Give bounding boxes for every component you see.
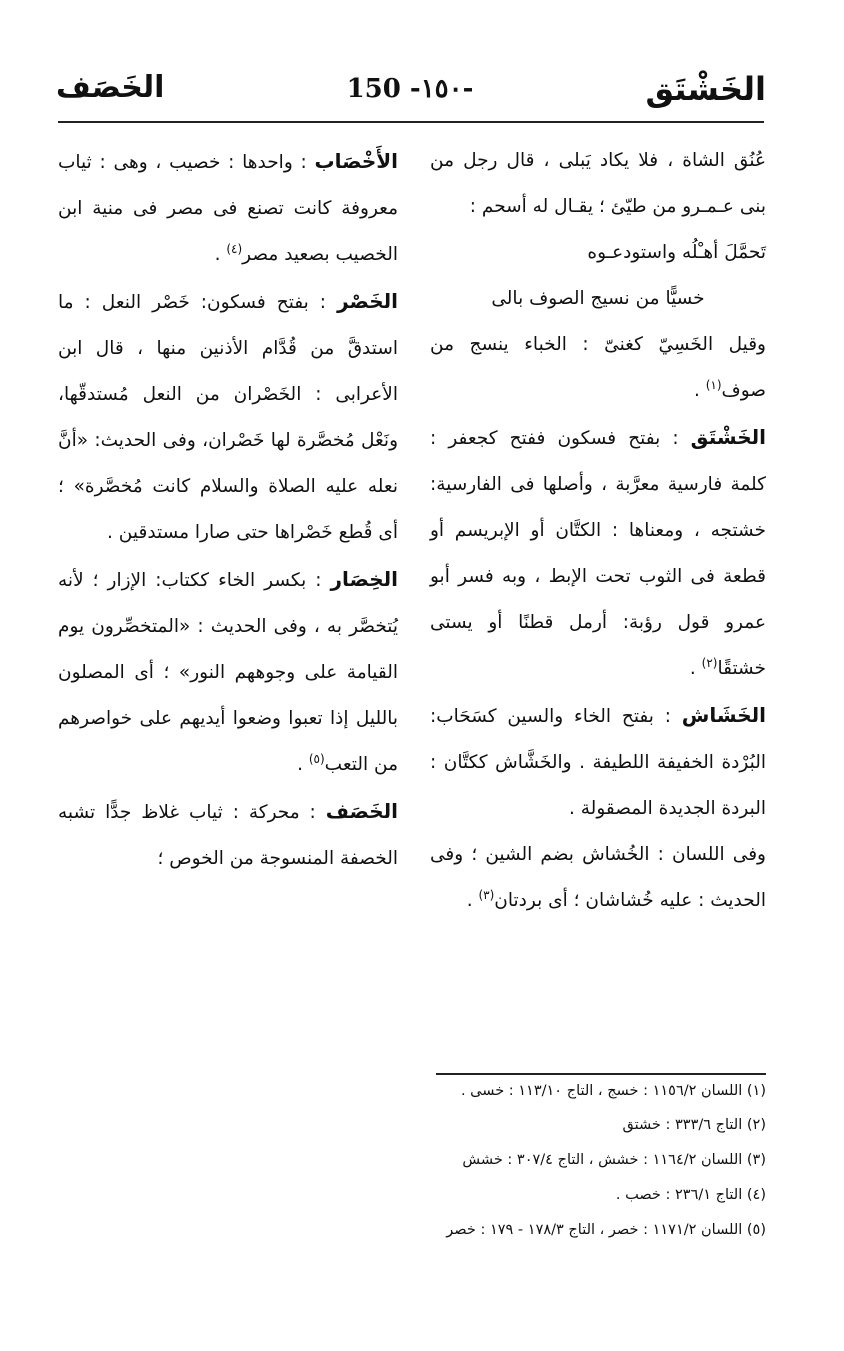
entry-khasr [58, 278, 398, 556]
footnote-4: (٤) التاج ٢٣٦/١ : خصب . [615, 1187, 766, 1203]
verse-line-2: خسيًّا من نسيج الصوف بالى [491, 288, 705, 309]
entry-text: : بفتح فسكون ففتح كجعفر : كلمة فارسية معرَّبة ، وأصلها فى الفارسية: خشتجه ، ومعناها : الكتَّان أو الإبريسم أو قطعة فى الثوب تحت الإبط ، وبه فسر أبو عمرو قول رؤبة: أرمل قطنًا أو يستى خشتقًا [430, 428, 766, 679]
entry-khasaf [58, 788, 398, 882]
verse-line-1: تَحمَّلَ أهـْلُه واستودعـوه [587, 242, 766, 263]
footnote-ref: (٣) [478, 887, 495, 902]
punctuation: . [466, 890, 479, 911]
right-column [430, 138, 766, 924]
headword: الخَصْر [337, 289, 398, 313]
entry-text: وفى اللسان : الخُشاش بضم الشين ؛ وفى الحديث : عليه خُشاشان ؛ أى بردتان [430, 844, 766, 911]
entry-khashash-note [430, 832, 766, 924]
header-rule [58, 121, 764, 123]
headword: الخِصَار [330, 567, 398, 591]
entry-text: : بفتح فسكون: خَصْر النعل : ما استدقَّ من قُدَّام الأذنين منها ، قال ابن الأعرابى : الخَصْران من النعل مُستدقّها، ونَعْل مُخصَّرة لها خَصْران، وفى الحديث: «أنَّ نعله عليه الصلاة والسلام كانت مُخصَّرة» ؛ أى قُطع خَصْراها حتى صارا مستدقين . [58, 292, 398, 543]
headword: الخَصَف [325, 799, 398, 823]
page-number: 150 -١٥٠- [346, 74, 474, 104]
footnote-1: (١) اللسان ١١٥٦/٢ : خسج ، التاج ١١٣/١٠ : خسى . [460, 1083, 766, 1099]
entry-continuation: عُنُق الشاة ، فلا يكاد يَبلى ، قال رجل من بنى عـمـرو من طيّئ ؛ يقـال له أسحم : [430, 150, 766, 217]
entry-text: : بفتح الخاء والسين كسَحَاب: البُرْدة الخفيفة اللطيفة . والخَشَّاش ككتَّان : البردة الجديدة المصقولة . [430, 706, 766, 819]
headword: الخَشَاش [681, 703, 766, 727]
running-head-left: الخَصَف [56, 70, 165, 105]
entry-akhsab [58, 138, 398, 278]
entry-khashtaq [430, 414, 766, 692]
footnote-3: (٣) اللسان ١١٦٤/٢ : خشش ، التاج ٣٠٧/٤ : خشش [462, 1152, 766, 1168]
footnote-2: (٢) التاج ٣٣٣/٦ : خشتق [622, 1117, 766, 1133]
entry-text: : محركة : ثياب غلاظ جدًّا تشبه الخصفة المنسوجة من الخوص ؛ [58, 802, 398, 869]
entry-text: : بكسر الخاء ككتاب: الإزار ؛ لأنه يُتخصَّر به ، وفى الحديث : «المتخصِّرون يوم القيامة على وجوههم النور» ؛ أى المصلون بالليل إذا تعبوا وضعوا أيديهم على خواصرهم من التعب [58, 570, 398, 775]
entry-text: وقيل الخَسِيّ كغنىّ : الخباء ينسج من صوف [430, 334, 766, 401]
punctuation: . [693, 380, 706, 401]
headword: الأَخْصَاب [314, 149, 398, 173]
footnote-ref: (١) [705, 377, 722, 392]
entry-khisar [58, 556, 398, 788]
entry-khashash [430, 692, 766, 832]
punctuation: . [297, 754, 309, 775]
entry-text: : واحدها : خصيب ، وهى : ثياب معروفة كانت تصنع فى مصر فى منية ابن الخصيب بصعيد مصر [58, 152, 398, 265]
footnote-5: (٥) اللسان ١١٧١/٢ : خصر ، التاج ١٧٨/٣ - ١٧٩ : خصر [446, 1222, 766, 1238]
entry-continuation-2 [430, 322, 766, 414]
footnote-ref: (٢) [701, 655, 718, 670]
left-column [58, 138, 398, 882]
running-head-right: الخَشْتَق [645, 70, 766, 108]
headword: الخَشْتَق [690, 425, 766, 449]
footnote-ref: (٥) [308, 751, 325, 766]
footnote-rule [436, 1073, 766, 1075]
footnote-ref: (٤) [226, 241, 243, 256]
punctuation: . [214, 244, 227, 265]
punctuation: . [689, 658, 702, 679]
